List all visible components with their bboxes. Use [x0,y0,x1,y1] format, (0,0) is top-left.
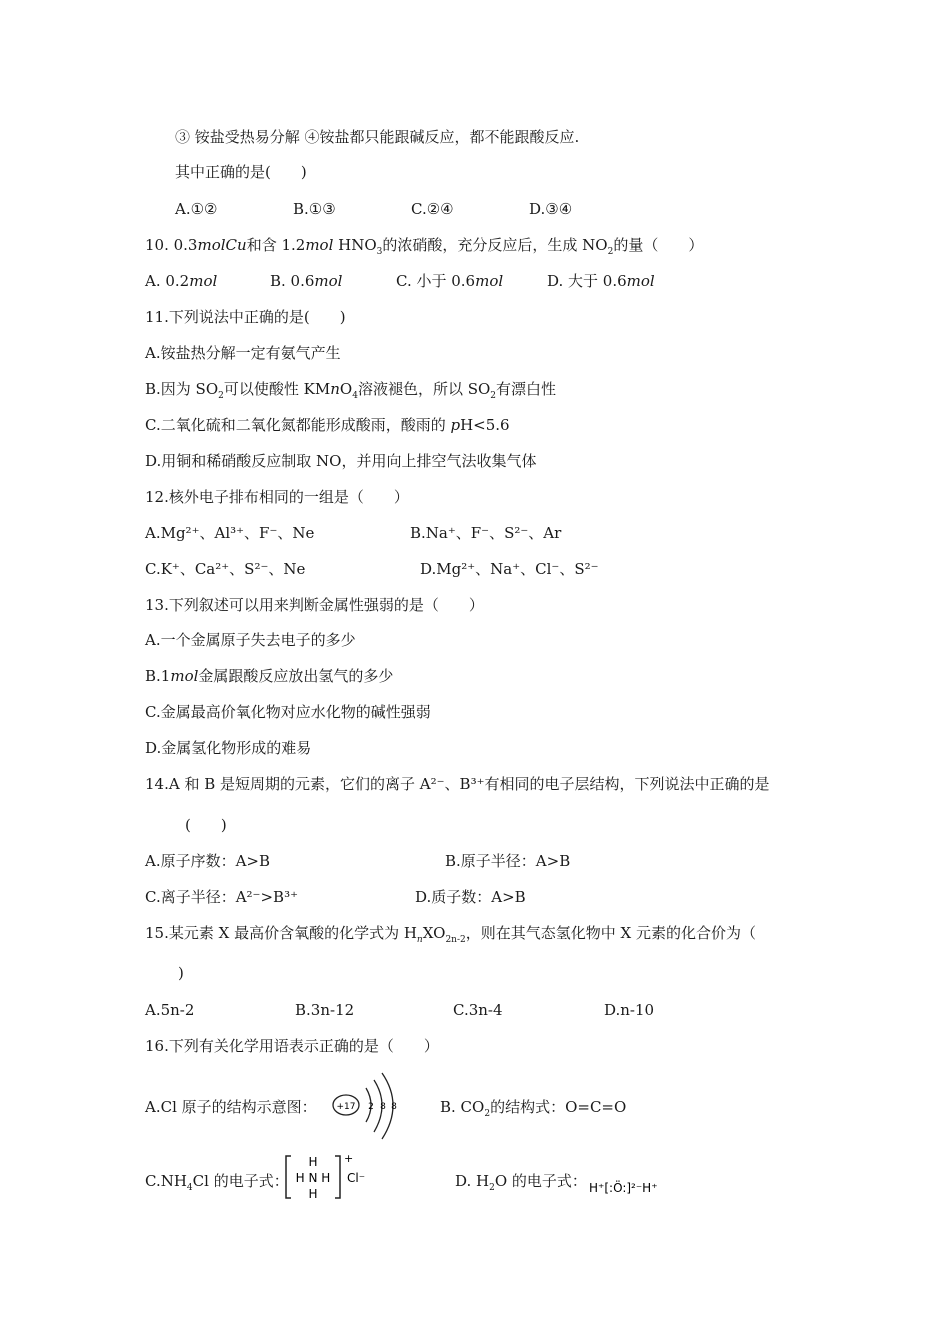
q12-option-d: D.Mg²⁺、Na⁺、Cl⁻、S²⁻ [420,560,599,578]
q14-paren: ( ) [185,816,227,834]
q15-option-c: C.3n-4 [453,1001,503,1019]
q12-option-a: A.Mg²⁺、Al³⁺、F⁻、Ne [145,524,315,542]
q13-option-a: A.一个金属原子失去电子的多少 [145,631,356,649]
q16-stem: 16.下列有关化学用语表示正确的是（ ） [145,1037,439,1055]
h2o-electron-formula [587,1172,677,1202]
q13-option-d: D.金属氢化物形成的难易 [145,739,312,757]
q9-option-b: B.①③ [293,200,336,218]
h-n-h-row: H N H [295,1171,331,1185]
q14-stem: 14.A 和 B 是短周期的元素，它们的离子 A²⁻、B³⁺有相同的电子层结构，下列说法中正确的是 [145,775,770,793]
left-bracket [286,1156,291,1198]
q12-stem: 12.核外电子排布相同的一组是（ ） [145,488,409,506]
cl-anion: Cl⁻ [347,1171,366,1185]
q14-option-d: D.质子数：A>B [415,888,526,906]
q10-option-b: B. 0.6mol [270,272,343,290]
q9-line3: ③ 铵盐受热易分解 ④铵盐都只能跟碱反应，都不能跟酸反应. [175,128,580,146]
q10-stem: 10. 0.3molCu和含 1.2mol $HNO_3$的浓硝酸，充分反应后，生成 $NO_2$的量（ ） [145,236,704,257]
q13-stem: 13.下列叙述可以用来判断金属性强弱的是（ ） [145,596,484,614]
cl-atom-structure-diagram [330,1070,410,1142]
q16-option-d: D. $H_2O$ 的电子式： [455,1172,587,1193]
plus-charge: + [344,1152,354,1165]
right-bracket [335,1156,340,1198]
q12-option-b: B.Na⁺、F⁻、S²⁻、Ar [410,524,562,542]
shell-1-electrons: 2 [368,1102,374,1112]
q15-option-b: B.3n-12 [295,1001,355,1019]
q10-option-a: A. 0.2mol [145,272,218,290]
q15-option-a: A.5n-2 [145,1001,195,1019]
nh4cl-electron-formula [283,1150,373,1204]
h2o-formula-text: H⁺[:Ö:]²⁻H⁺ [589,1181,658,1195]
q15-option-d: D.n-10 [604,1001,655,1019]
q13-option-c: C.金属最高价氧化物对应水化物的碱性强弱 [145,703,431,721]
shell-3-electrons: 8 [391,1102,397,1112]
q16-option-c: $C.NH_4Cl$ 的电子式： [145,1172,289,1193]
q10-option-c: C. 小于 0.6mol [396,272,504,290]
q14-option-c: C.离子半径：A²⁻>B³⁺ [145,888,298,906]
q11-option-c: C.二氧化硫和二氧化氮都能形成酸雨，酸雨的 pH<5.6 [145,416,510,434]
q9-option-c: C.②④ [411,200,454,218]
h-top: H [308,1155,318,1169]
q12-option-c: C.K⁺、Ca²⁺、S²⁻、Ne [145,560,306,578]
q16-option-a: A.Cl 原子的结构示意图： [145,1098,317,1116]
nucleus-charge: +17 [336,1102,356,1112]
q11-option-b: B.因为 $SO_2$可以使酸性 KMnO$_4$溶液褪色，所以 $SO_2$有漂白性 [145,380,557,401]
h-bottom: H [308,1187,318,1201]
q15-stem: 15.某元素 X 最高价含氧酸的化学式为 $H_nXO_{2n-2}$，则在其气态氢化物中 X 元素的化合价为（ [145,924,756,945]
q10-option-d: D. 大于 0.6mol [547,272,655,290]
q11-option-d: D.用铜和稀硝酸反应制取 NO，并用向上排空气法收集气体 [145,452,537,470]
q9-stem: 其中正确的是( ) [175,163,307,181]
q9-option-d: D.③④ [529,200,573,218]
q11-stem: 11.下列说法中正确的是( ) [145,308,346,326]
shell-2-electrons: 8 [380,1102,386,1112]
q16-option-b: B. $CO_2$的结构式：O=C=O [440,1098,627,1119]
q15-continuation: ) [178,964,184,982]
q14-option-b: B.原子半径：A>B [445,852,571,870]
q9-option-a: A.①② [175,200,218,218]
q11-option-a: A.铵盐热分解一定有氨气产生 [145,344,341,362]
q14-option-a: A.原子序数：A>B [145,852,271,870]
q13-option-b: B.1mol金属跟酸反应放出氢气的多少 [145,667,394,685]
